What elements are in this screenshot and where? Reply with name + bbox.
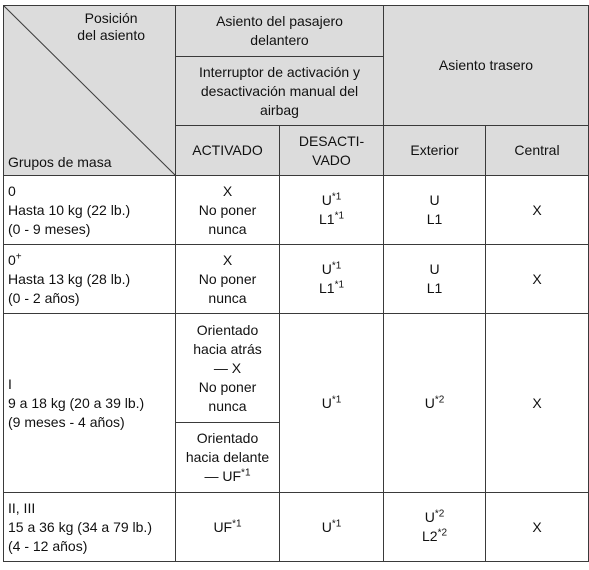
desactivado-header: DESACTI- VADO: [280, 126, 384, 176]
activado-rearward-cell: Orientado hacia atrás — X No poner nunca: [176, 314, 280, 423]
exterior-cell: $U^{*2}$: [384, 314, 486, 493]
front-passenger-seat-header: Asiento del pasajero delantero: [176, 6, 384, 57]
central-header: Central: [486, 126, 589, 176]
mass-group-cell: 0 Hasta 10 kg (22 lb.) (0 - 9 meses): [4, 176, 176, 245]
mass-group-cell: II, III 15 a 36 kg (34 a 79 lb.) (4 - 12 años): [4, 493, 176, 562]
table-row: [4, 314, 589, 423]
central-cell: X: [486, 245, 589, 314]
seat-position-label: Posición del asiento: [77, 10, 145, 43]
central-cell: X: [486, 493, 589, 562]
rear-seat-header: Asiento trasero: [384, 6, 589, 126]
desactivado-cell: $U^{*1}$ L1$^{*1}$: [280, 245, 384, 314]
desactivado-cell: $U^{*1}$: [280, 493, 384, 562]
activado-cell: UF$^{*1}$: [176, 493, 280, 562]
exterior-cell: U L1: [384, 176, 486, 245]
exterior-header: Exterior: [384, 126, 486, 176]
mass-groups-label: Grupos de masa: [8, 154, 112, 170]
central-cell: X: [486, 176, 589, 245]
table-row: [4, 176, 589, 245]
desactivado-cell: $U^{*1}$ L1$^{*1}$: [280, 176, 384, 245]
child-seat-compatibility-table: [3, 5, 589, 562]
table-row: [4, 245, 589, 314]
mass-group-cell: I 9 a 18 kg (20 a 39 lb.) (9 meses - 4 años): [4, 314, 176, 493]
desactivado-cell: $U^{*1}$: [280, 314, 384, 493]
exterior-cell: $U^{*2}$ L2$^{*2}$: [384, 493, 486, 562]
corner-header-cell: [4, 6, 176, 176]
activado-header: ACTIVADO: [176, 126, 280, 176]
mass-group-cell: 0+ Hasta 13 kg (28 lb.) (0 - 2 años): [4, 245, 176, 314]
airbag-switch-header: Interruptor de activación y desactivación manual del airbag: [176, 57, 384, 126]
central-cell: X: [486, 314, 589, 493]
activado-forward-cell: Orientado hacia delante — UF$^{*1}$: [176, 423, 280, 493]
table-row: [4, 493, 589, 562]
exterior-cell: U L1: [384, 245, 486, 314]
activado-cell: X No poner nunca: [176, 245, 280, 314]
activado-cell: X No poner nunca: [176, 176, 280, 245]
